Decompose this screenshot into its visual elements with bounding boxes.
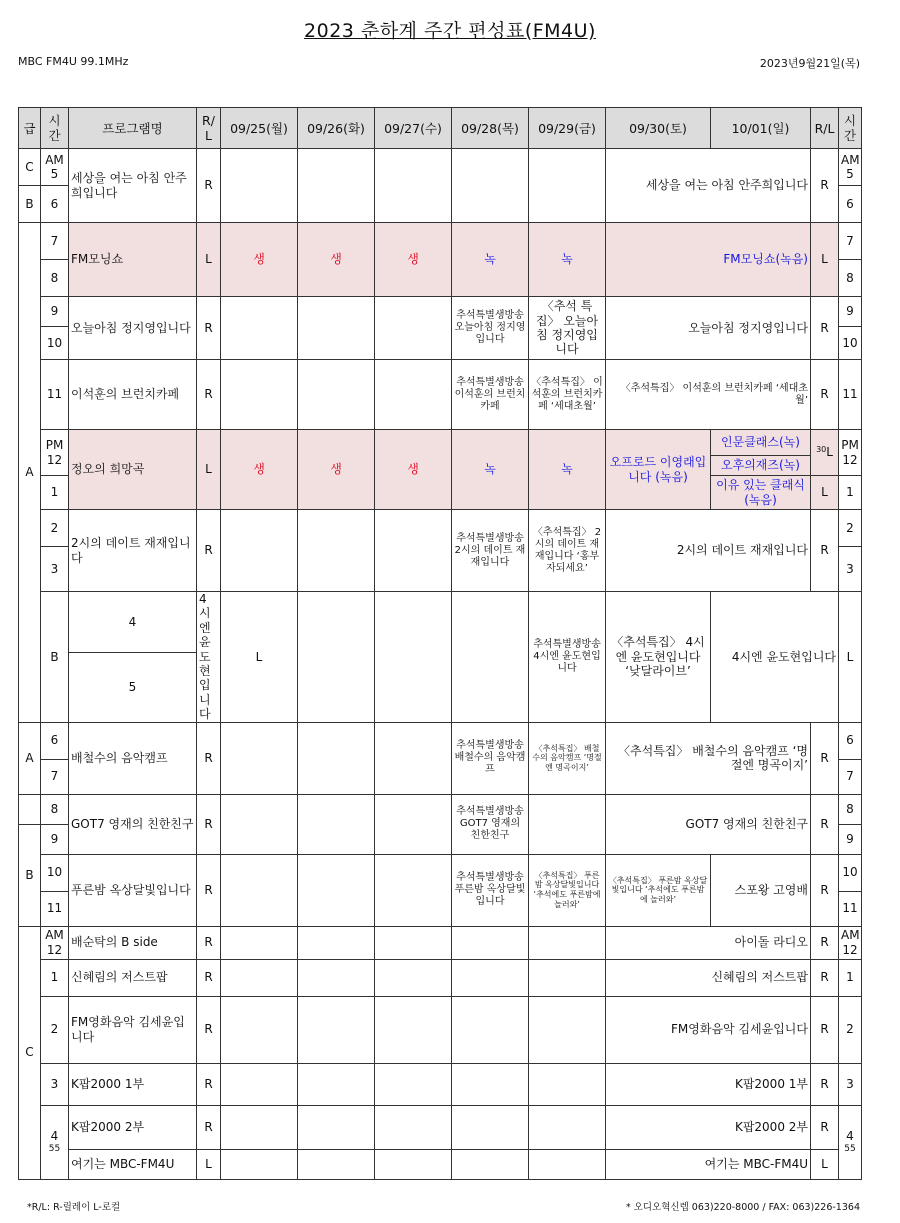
hour-cell: AM 12 xyxy=(41,926,69,959)
col-time-2: 시 간 xyxy=(839,108,862,149)
hour-cell: PM 12 xyxy=(839,430,862,476)
hour-cell: 11 xyxy=(41,891,69,926)
hour-cell: 3 xyxy=(839,1063,862,1105)
rl-cell: L xyxy=(197,223,221,297)
special-cell: 〈추석특집〉 2시의 데이트 재재입니다 ‘홍부자되세요’ xyxy=(529,510,606,592)
live-cell: 생 xyxy=(375,223,452,297)
rl-cell: R xyxy=(197,360,221,430)
hour-cell: 1 xyxy=(839,476,862,510)
grade-cell: A xyxy=(19,722,41,794)
col-grade: 급 xyxy=(19,108,41,149)
hour-cell: 3 xyxy=(41,1063,69,1105)
hour-cell: 10 xyxy=(41,327,69,360)
program-cell: K팝2000 1부 xyxy=(69,1063,197,1105)
live-cell: 생 xyxy=(298,430,375,510)
grade-cell: C xyxy=(19,926,41,1179)
rl-cell: R xyxy=(811,149,839,223)
hour-cell: 2 xyxy=(839,996,862,1063)
col-program: 프로그램명 xyxy=(69,108,197,149)
header-row xyxy=(19,108,862,149)
hour-cell: 3 xyxy=(41,547,69,592)
rl-cell: R xyxy=(811,1105,839,1149)
rl-cell: R xyxy=(197,959,221,996)
weekend-cell: 〈추석특집〉 배철수의 음악캠프 ‘명절엔 명곡이지’ xyxy=(606,722,811,794)
program-cell: 4시엔 윤도현입니다 xyxy=(197,592,221,723)
weekend-cell: 여기는 MBC-FM4U xyxy=(606,1149,811,1179)
hour-cell: 7 xyxy=(41,759,69,794)
rec-cell: 녹 xyxy=(452,223,529,297)
grade-cell: B xyxy=(41,592,69,723)
special-cell: 추석특별생방송 이석훈의 브런치카페 xyxy=(452,360,529,430)
rl-value: L xyxy=(826,445,833,460)
program-cell: 배순탁의 B side xyxy=(69,926,197,959)
live-cell: 생 xyxy=(221,430,298,510)
rl-cell: L xyxy=(197,430,221,510)
rl-cell: L xyxy=(811,1149,839,1179)
rl-cell: R xyxy=(197,722,221,794)
hour-cell: 6 xyxy=(41,722,69,759)
program-cell: GOT7 영재의 친한친구 xyxy=(69,794,197,854)
program-cell: FM영화음악 김세윤입니다 xyxy=(69,996,197,1063)
weekend-cell: 〈추석특집〉 이석훈의 브런치카페 ‘세대초월’ xyxy=(606,360,811,430)
hour-cell: 1 xyxy=(41,476,69,510)
special-cell: 〈추석 특집〉 오늘아침 정지영입니다 xyxy=(529,297,606,360)
weekend-cell: 오늘아침 정지영입니다 xyxy=(606,297,811,360)
hour-cell: PM 12 xyxy=(41,430,69,476)
rl-cell: R xyxy=(197,297,221,360)
live-cell: 생 xyxy=(298,223,375,297)
weekend-cell: K팝2000 2부 xyxy=(606,1105,811,1149)
hour-cell: 9 xyxy=(839,297,862,327)
rl-cell: R xyxy=(197,510,221,592)
hour-cell: 11 xyxy=(839,360,862,430)
program-cell: 이석훈의 브런치카페 xyxy=(69,360,197,430)
hour-cell: 1 xyxy=(839,959,862,996)
weekend-cell: K팝2000 1부 xyxy=(606,1063,811,1105)
hour-cell: AM 12 xyxy=(839,926,862,959)
col-day: 09/30(토) xyxy=(606,108,711,149)
special-cell: 〈추석특집〉 푸른밤 옥상달빛입니다 ‘추석에도 푸른밤에놀러와’ xyxy=(529,854,606,926)
col-day: 09/25(월) xyxy=(221,108,298,149)
rec-cell: 녹 xyxy=(529,223,606,297)
rl-cell: R xyxy=(811,996,839,1063)
rl-cell: R xyxy=(811,297,839,360)
weekend-cell: GOT7 영재의 친한친구 xyxy=(606,794,811,854)
special-cell: 추석특별생방송 오늘아침 정지영입니다 xyxy=(452,297,529,360)
hour-cell: 6 xyxy=(839,722,862,759)
hour-cell: 10 xyxy=(839,327,862,360)
weekend-cell: 〈추석특집〉 푸른밤 옥상달빛입니다 ‘추석에도 푸른밤에 놀러와’ xyxy=(606,854,711,926)
grade-cell: A xyxy=(19,223,41,723)
program-cell: K팝2000 2부 xyxy=(69,1105,197,1149)
footer-contact: * 오디오혁신렙 063)220-8000 / FAX: 063)226-1364 xyxy=(625,1202,860,1213)
program-cell: 푸른밤 옥상달빛입니다 xyxy=(69,854,197,926)
special-cell: 〈추석특집〉 배철수의 음악캠프 ‘명절엔 명곡이지’ xyxy=(529,722,606,794)
grade-cell: B xyxy=(19,186,41,223)
hour-cell: 7 xyxy=(839,223,862,260)
hour-cell: 10 xyxy=(41,854,69,891)
grade-cell: C xyxy=(19,149,41,186)
rl-cell: L xyxy=(839,592,862,723)
rl-cell: R xyxy=(197,854,221,926)
hour-cell: 11 xyxy=(41,360,69,430)
rl-cell: R xyxy=(811,794,839,854)
program-cell: 2시의 데이트 재재입니다 xyxy=(69,510,197,592)
hour-cell: 6 xyxy=(41,186,69,223)
hour-value: 4 xyxy=(50,1129,59,1144)
hour-cell: 8 xyxy=(41,794,69,824)
minute-mark: 55 xyxy=(844,1143,856,1154)
program-cell: 신혜림의 저스트팝 xyxy=(69,959,197,996)
station-info: MBC FM4U 99.1MHz xyxy=(18,55,129,68)
hour-cell: 10 xyxy=(839,854,862,891)
rl-cell: R xyxy=(811,959,839,996)
special-cell: 〈추석특집〉 이석훈의 브런치카페 ‘세대초월’ xyxy=(529,360,606,430)
rl-cell: L xyxy=(197,1149,221,1179)
hour-cell: 7 xyxy=(839,759,862,794)
rl-cell: R xyxy=(197,1105,221,1149)
live-cell: 생 xyxy=(221,223,298,297)
hour-cell: 6 xyxy=(839,186,862,223)
hour-cell: 2 xyxy=(839,510,862,547)
rl-cell: R xyxy=(197,926,221,959)
hour-cell: 9 xyxy=(41,824,69,854)
program-cell: 세상을 여는 아침 안주희입니다 xyxy=(69,149,197,223)
hour-cell: 9 xyxy=(839,824,862,854)
grade-cell xyxy=(19,794,41,824)
weekend-cell: 오후의재즈(녹) xyxy=(711,456,811,476)
col-rl: R/ L xyxy=(197,108,221,149)
weekend-cell: 인문클래스(녹) xyxy=(711,430,811,456)
hour-cell: 11 xyxy=(839,891,862,926)
hour-cell: 2 xyxy=(41,996,69,1063)
hour-cell: 4 xyxy=(69,592,197,653)
weekend-cell: 이유 있는 클래식 (녹음) xyxy=(711,476,811,510)
hour-cell: 8 xyxy=(41,260,69,297)
program-cell: 배철수의 음악캠프 xyxy=(69,722,197,794)
weekend-cell: 신혜림의 저스트팝 xyxy=(606,959,811,996)
col-day: 09/27(수) xyxy=(375,108,452,149)
special-cell: 추석특별생방송 GOT7 영재의 친한친구 xyxy=(452,794,529,854)
rl-cell: L xyxy=(811,223,839,297)
program-cell: 여기는 MBC-FM4U xyxy=(69,1149,197,1179)
rl-cell xyxy=(811,430,839,476)
col-day: 09/29(금) xyxy=(529,108,606,149)
weekend-cell: 2시의 데이트 재재입니다 xyxy=(606,510,811,592)
hour-cell xyxy=(839,1105,862,1179)
rl-cell: R xyxy=(197,996,221,1063)
special-cell: 추석특별생방송 배철수의 음악캠프 xyxy=(452,722,529,794)
footer-legend: *R/L: R-릴레이 L-로컬 xyxy=(27,1202,121,1213)
rl-cell: R xyxy=(811,854,839,926)
hour-cell: 9 xyxy=(41,297,69,327)
weekend-cell: FM모닝쇼(녹음) xyxy=(606,223,811,297)
rl-cell: L xyxy=(221,592,298,723)
page-title: 2023 춘하계 주간 편성표(FM4U) xyxy=(304,20,596,42)
program-cell: 오늘아침 정지영입니다 xyxy=(69,297,197,360)
hour-cell: 5 xyxy=(69,653,197,722)
issue-date: 2023년9월21일(목) xyxy=(759,57,860,70)
hour-cell: AM 5 xyxy=(41,149,69,186)
col-day: 09/26(화) xyxy=(298,108,375,149)
rec-cell: 녹 xyxy=(529,430,606,510)
program-cell: 정오의 희망곡 xyxy=(69,430,197,510)
col-day: 09/28(목) xyxy=(452,108,529,149)
hour-cell: 8 xyxy=(839,794,862,824)
live-cell: 생 xyxy=(375,430,452,510)
hour-cell: 1 xyxy=(41,959,69,996)
rl-cell: R xyxy=(811,360,839,430)
rl-cell: R xyxy=(811,510,839,592)
hour-cell: 7 xyxy=(41,223,69,260)
weekend-cell: 세상을 여는 아침 안주희입니다 xyxy=(606,149,811,223)
grade-cell: B xyxy=(19,824,41,926)
col-day: 10/01(일) xyxy=(711,108,811,149)
rl-cell: L xyxy=(811,476,839,510)
rl-cell: R xyxy=(811,1063,839,1105)
rec-cell: 녹 xyxy=(452,430,529,510)
special-cell: 〈추석특집〉 4시엔 윤도현입니다 ‘낮달라이브’ xyxy=(606,592,711,723)
weekend-cell: 스포왕 고영배 xyxy=(711,854,811,926)
rl-cell: R xyxy=(197,794,221,854)
rl-cell: R xyxy=(197,149,221,223)
weekend-cell: FM영화음악 김세윤입니다 xyxy=(606,996,811,1063)
hour-cell xyxy=(41,1105,69,1179)
rl-cell: R xyxy=(811,722,839,794)
special-cell: 추석특별생방송 2시의 데이트 재재입니다 xyxy=(452,510,529,592)
hour-cell: AM 5 xyxy=(839,149,862,186)
hour-cell: 3 xyxy=(839,547,862,592)
special-cell: 추석특별생방송 푸른밤 옥상달빛입니다 xyxy=(452,854,529,926)
minute-mark: 55 xyxy=(48,1143,61,1154)
col-time: 시간 xyxy=(41,108,69,149)
minute-mark: 30 xyxy=(816,445,827,455)
weekend-cell: 아이돌 라디오 xyxy=(606,926,811,959)
special-cell: 추석특별생방송 4시엔 윤도현입니다 xyxy=(529,592,606,723)
schedule-table xyxy=(18,107,862,1180)
hour-cell: 2 xyxy=(41,510,69,547)
rl-cell: R xyxy=(197,1063,221,1105)
weekend-cell: 4시엔 윤도현입니다 xyxy=(711,592,839,723)
col-rl-2: R/L xyxy=(811,108,839,149)
hour-cell: 8 xyxy=(839,260,862,297)
program-cell: FM모닝쇼 xyxy=(69,223,197,297)
hour-value: 4 xyxy=(846,1129,854,1144)
weekend-cell: 오프로드 이영래입니다 (녹음) xyxy=(606,430,711,510)
rl-cell: R xyxy=(811,926,839,959)
